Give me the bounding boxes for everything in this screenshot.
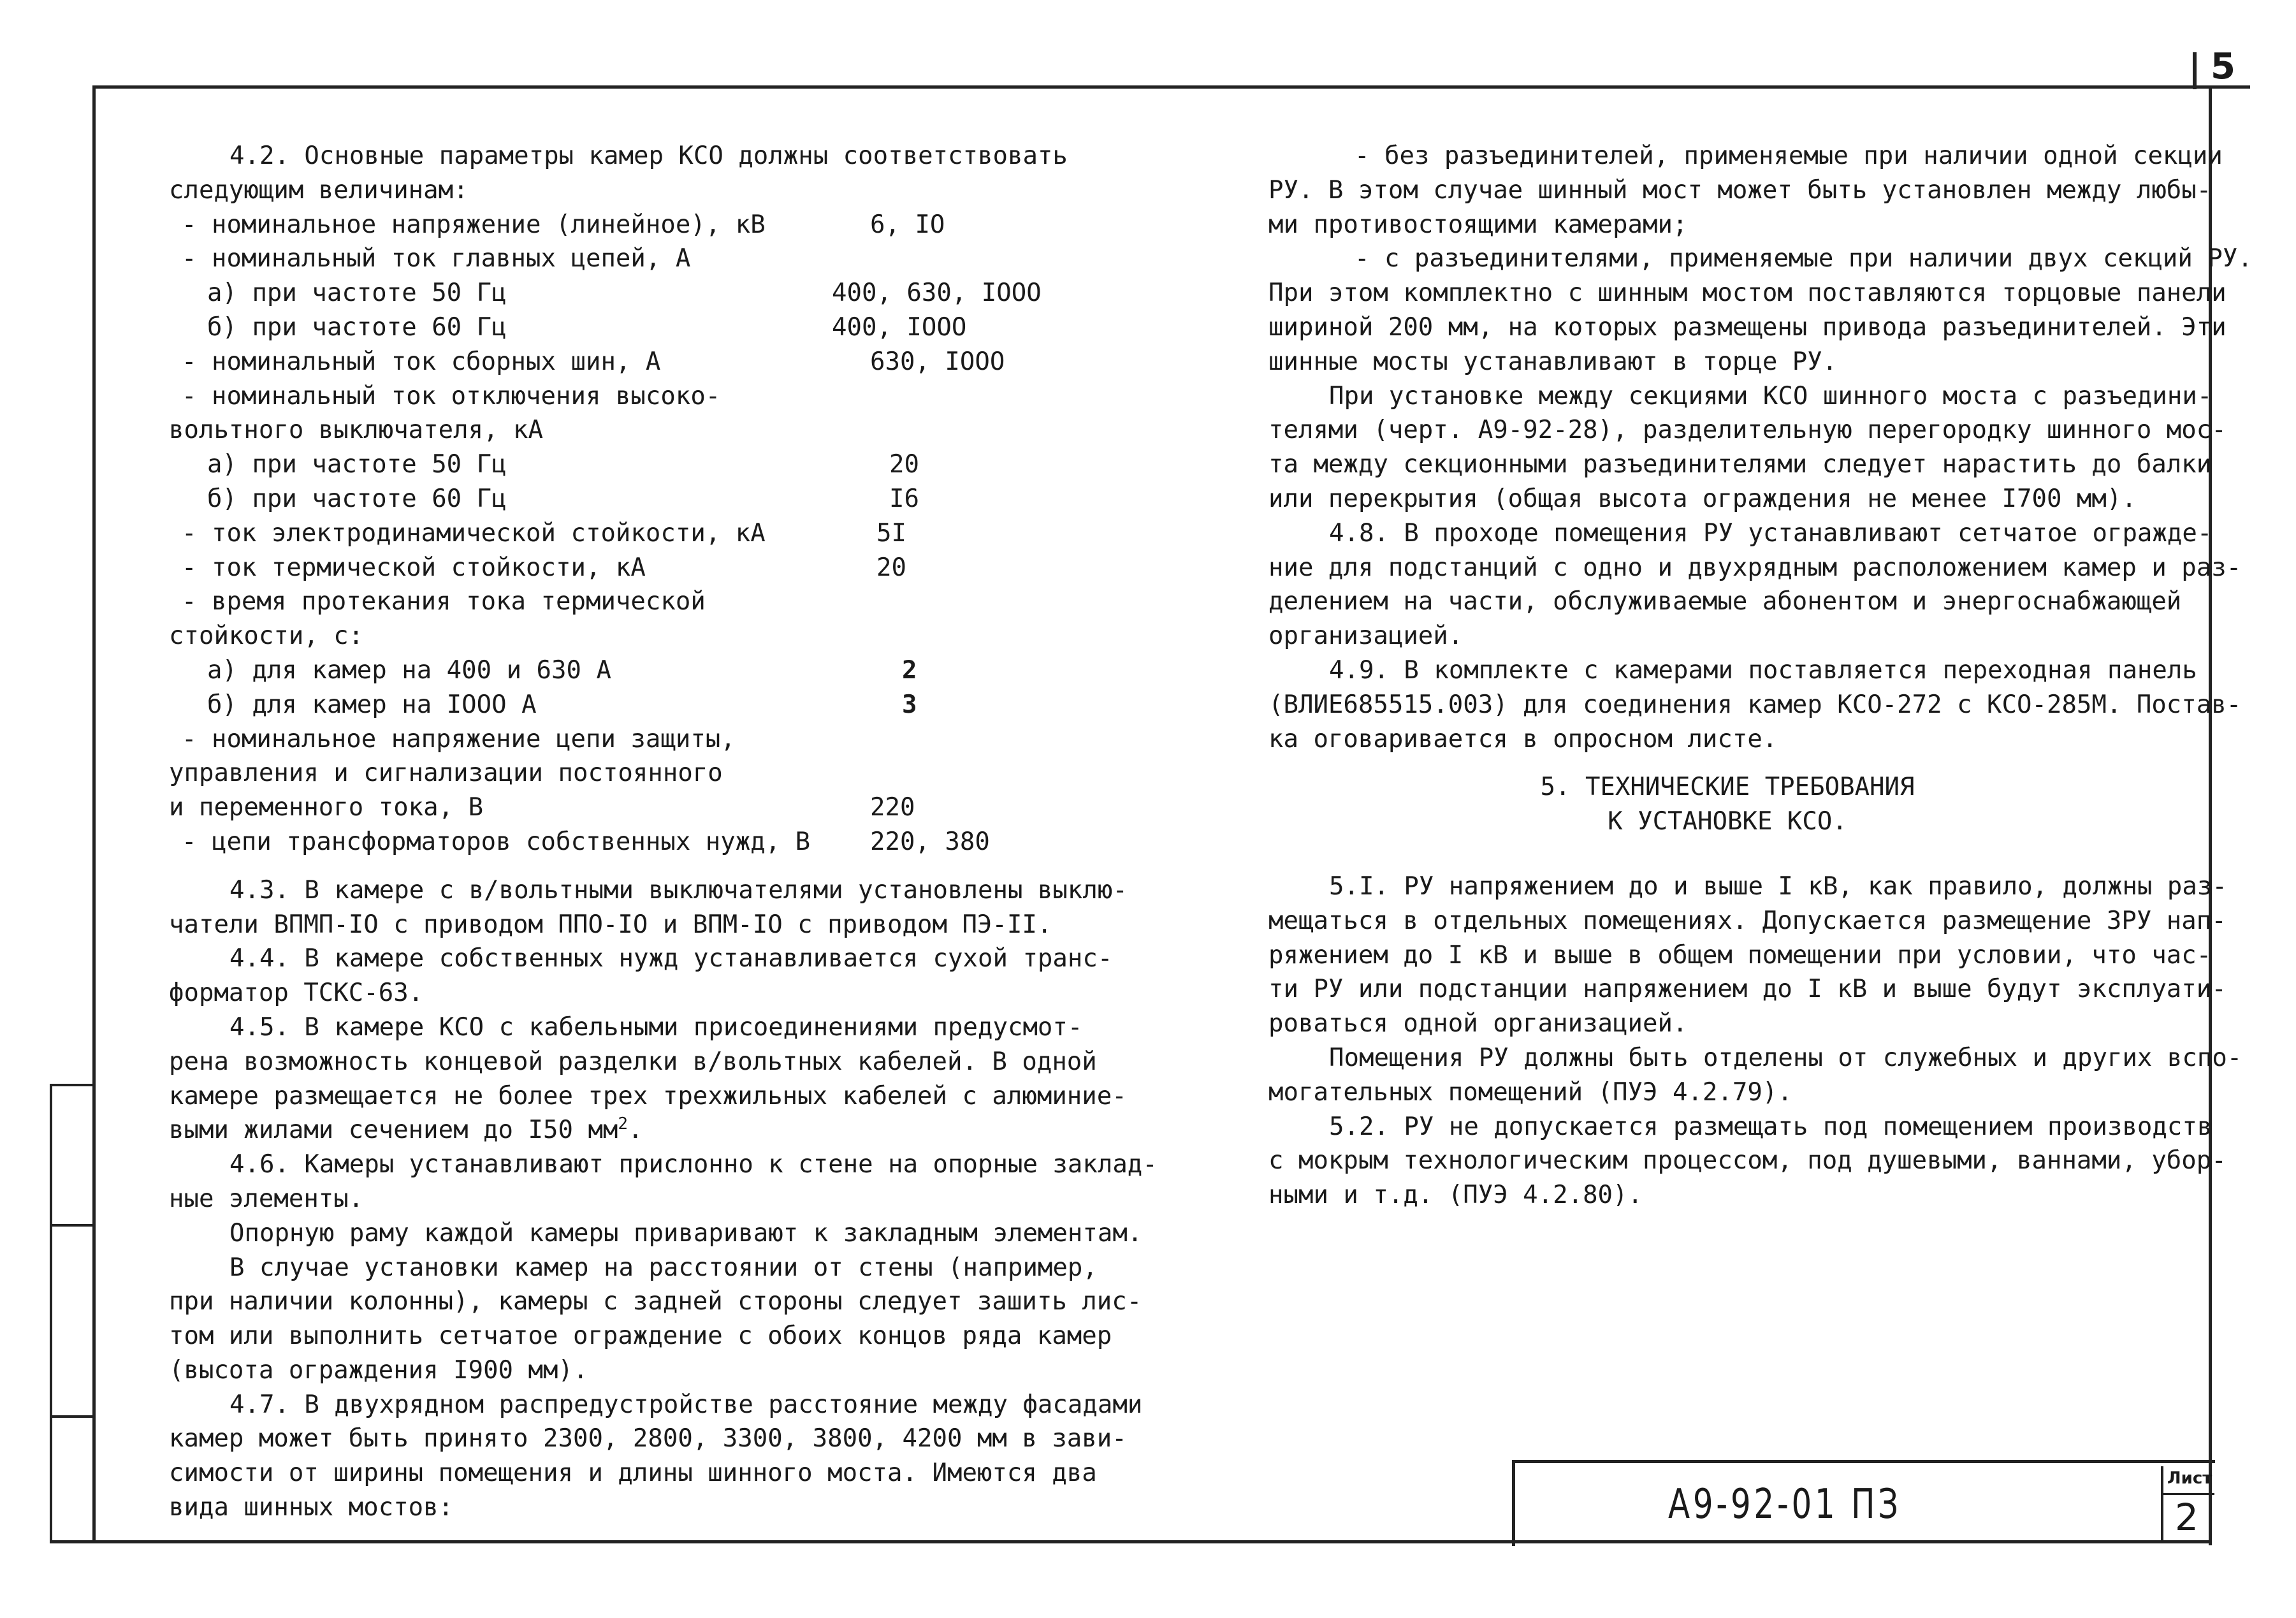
param-row: - ток термической стойкости, кА 20: [169, 551, 1106, 585]
text-line: ти РУ или подстанции напряжением до I кВ и выше будут эксплуати-: [1268, 975, 2227, 1004]
text-line: камере размещается не более трех трехжильных кабелей с алюминие-: [169, 1081, 1127, 1111]
param-value: 6, IO: [870, 210, 945, 239]
sheet-label: Лист: [2167, 1469, 2212, 1488]
text-line: 5.2. РУ не допускается размещать под помещением производств: [1329, 1112, 2212, 1141]
page-number: 5: [2211, 46, 2235, 87]
binding-margin-box: [50, 1084, 92, 1540]
text-line: или перекрытия (общая высота ограждения не менее I700 мм).: [1268, 484, 2137, 513]
sheet-number: 2: [2175, 1496, 2198, 1539]
text-line: том или выполнить сетчатое ограждение с обоих концов ряда камер: [169, 1322, 1112, 1351]
text-line: При установке между секциями КСО шинного моста с разъедини-: [1329, 381, 2212, 411]
text-line: 4.3. В камере с в/вольтными выключателями установлены выклю-: [229, 875, 1128, 905]
text-line: (ВЛИЕ685515.003) для соединения камер КСО-272 с КСО-285М. Постав-: [1268, 690, 2242, 719]
text-line: ные элементы.: [169, 1184, 364, 1213]
text-line: шинные мосты устанавливают в торце РУ.: [1268, 347, 1838, 376]
param-value: 2: [902, 655, 917, 685]
frame-left-border: [92, 85, 96, 1540]
text-line: ка оговаривается в опросном листе.: [1268, 724, 1778, 754]
text-line: 4.5. В камере КСО с кабельными присоединениями предусмот-: [229, 1012, 1083, 1042]
left-column: [169, 139, 1158, 1525]
text-line: шириной 200 мм, на которых размещены привода разъединителей. Эти: [1268, 312, 2227, 342]
text-line: 4.9. В комплекте с камерами поставляется переходная панель: [1329, 655, 2197, 685]
text-line: при наличии колонны), камеры с задней стороны следует зашить лис-: [169, 1287, 1142, 1316]
sheet-cell: [2161, 1466, 2214, 1543]
text-line: 5.I. РУ напряжением до и выше I кВ, как правило, должны раз-: [1329, 871, 2227, 901]
section-heading: К УСТАНОВКЕ КСО.: [1608, 807, 1847, 836]
text-line: с мокрым технологическим процессом, под душевыми, ваннами, убор-: [1268, 1146, 2227, 1176]
text-line: 4.2. Основные параметры камер КСО должны соответствовать: [229, 142, 1068, 170]
text-line: делением на части, обслуживаемые абонентом и энергоснабжающей: [1268, 587, 2182, 616]
text-line: вида шинных мостов:: [169, 1493, 454, 1522]
text-line: организацией.: [1268, 622, 1464, 651]
param-row: - номинальное напряжение (линейное), кВ 6, IO: [169, 208, 1106, 242]
text-line: могательных помещений (ПУЭ 4.2.79).: [1268, 1077, 1792, 1107]
text-line: Помещения РУ должны быть отделены от служебных и других вспо-: [1329, 1043, 2242, 1072]
right-column: [1268, 139, 2253, 1213]
param-row: - цепи трансформаторов собственных нужд, В 220, 380: [169, 825, 1106, 859]
text-line: форматор ТСКС-63.: [169, 979, 424, 1008]
param-value: 220: [870, 793, 915, 822]
param-row: - номинальное напряжение цепи защиты,: [182, 724, 736, 754]
param-row: - время протекания тока термической: [182, 587, 706, 616]
text-line: роваться одной организацией.: [1268, 1009, 1688, 1039]
param-row: управления и сигнализации постоянного: [169, 759, 723, 788]
text-line: камер может быть принято 2300, 2800, 3300, 3800, 4200 мм в зави-: [169, 1424, 1127, 1454]
param-row: вольтного выключателя, кА: [169, 416, 543, 445]
param-value: 3: [902, 690, 917, 719]
param-row: - номинальный ток главных цепей, А: [182, 244, 691, 273]
param-row: - ток электродинамической стойкости, кА 5I: [169, 516, 1106, 551]
param-value: 20: [889, 450, 919, 479]
text-line: ние для подстанций с одно и двухрядным расположением камер и раз-: [1268, 553, 2242, 582]
text-line: 4.6. Камеры устанавливают прислонно к стене на опорные заклад-: [229, 1150, 1158, 1179]
text-line: симости от ширины помещения и длины шинного моста. Имеются два: [169, 1459, 1097, 1488]
param-row: и переменного тока, В 220: [169, 791, 1106, 825]
section-heading: 5. ТЕХНИЧЕСКИЕ ТРЕБОВАНИЯ: [1540, 773, 1915, 802]
param-value: 20: [876, 553, 906, 582]
text-line: та между секционными разъединителями следует нарастить до балки: [1268, 450, 2212, 479]
param-value: 630, IOOO: [870, 347, 1005, 376]
text-line: чатели ВПМП-IO с приводом ППО-IO и ВПМ-IO с приводом ПЭ-II.: [169, 910, 1052, 939]
text-line: - без разъединителей, применяемые при наличии одной секции: [1355, 142, 2223, 170]
text-line: 4.4. В камере собственных нужд устанавливается сухой транс-: [229, 944, 1113, 973]
text-line: 4.7. В двухрядном распредустройстве расстояние между фасадами: [229, 1390, 1143, 1419]
document-code: А9-92-01 ПЗ: [1668, 1481, 1901, 1528]
param-row: б) для камер на IOOO А 3: [169, 688, 1106, 722]
title-block-stamp: [1512, 1460, 2215, 1546]
text-line: В случае установки камер на расстоянии от стены (например,: [229, 1253, 1098, 1282]
text-line: (высота ограждения I900 мм).: [169, 1355, 588, 1385]
text-line: Опорную раму каждой камеры приваривают к закладным элементам.: [229, 1218, 1143, 1248]
text-line: ряжением до I кВ и выше в общем помещении при условии, что час-: [1268, 940, 2212, 970]
param-value: 400, IOOO: [832, 312, 967, 342]
text-line: рена возможность концевой разделки в/вольтных кабелей. В одной: [169, 1047, 1097, 1076]
frame-top-border: [92, 85, 2250, 89]
page-number-tick: [2193, 52, 2197, 89]
param-value: I6: [889, 484, 919, 513]
param-row: стойкости, с:: [169, 622, 364, 651]
text-line: РУ. В этом случае шинный мост может быть установлен между любы-: [1268, 175, 2212, 205]
param-value: 400, 630, IOOO: [832, 279, 1042, 308]
param-row: а) для камер на 400 и 630 А 2: [169, 653, 1106, 688]
param-row: б) при частоте 60 Гц I6: [169, 482, 1106, 516]
text-line: следующим величинам:: [169, 175, 469, 205]
text-line: При этом комплектно с шинным мостом поставляются торцовые панели: [1268, 279, 2227, 308]
param-row: б) при частоте 60 Гц 400, IOOO: [169, 310, 1106, 345]
text-line: телями (черт. А9-92-28), разделительную перегородку шинного мос-: [1268, 416, 2227, 445]
param-value: 220, 380: [870, 827, 990, 856]
text-line: ными и т.д. (ПУЭ 4.2.80).: [1268, 1181, 1643, 1210]
param-row: а) при частоте 50 Гц 20: [169, 448, 1106, 482]
text-line: выми жилами сечением до I50 $мм^2$.: [169, 1114, 643, 1145]
text-line: ми противостоящими камерами;: [1268, 210, 1688, 239]
superscript: 2: [618, 1114, 628, 1134]
param-row: - номинальный ток сборных шин, А 630, IOOO: [169, 345, 1106, 379]
param-row: - номинальный ток отключения высоко-: [182, 381, 721, 411]
param-value: 5I: [876, 518, 906, 548]
text-line: мещаться в отдельных помещениях. Допускается размещение ЗРУ нап-: [1268, 906, 2227, 935]
param-row: а) при частоте 50 Гц 400, 630, IOOO: [169, 276, 1106, 310]
text-line: 4.8. В проходе помещения РУ устанавливают сетчатое огражде-: [1329, 518, 2212, 548]
text-line: - с разъединителями, применяемые при наличии двух секций РУ.: [1355, 244, 2253, 273]
